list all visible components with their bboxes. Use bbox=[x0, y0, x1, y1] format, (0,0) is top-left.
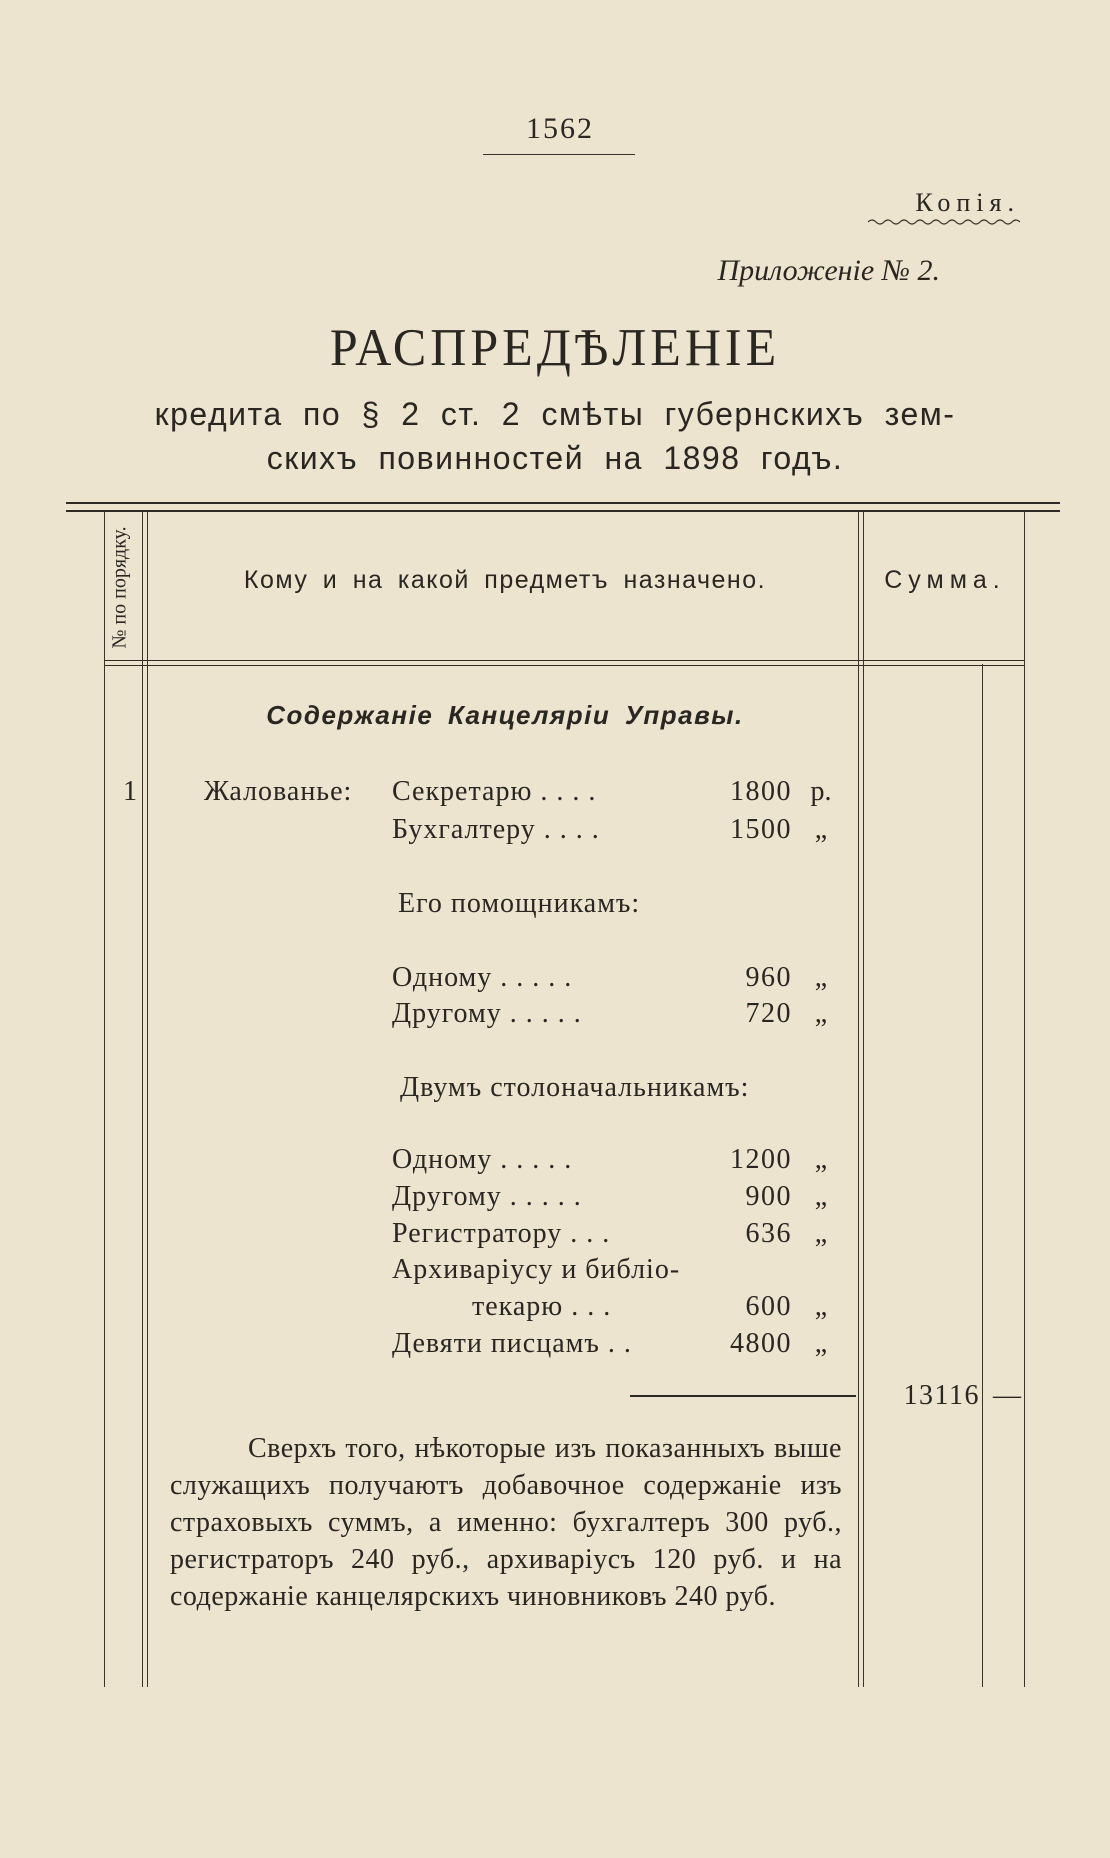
item-label: Бухгалтеру . . . . bbox=[392, 814, 600, 845]
item-amount: 720 bbox=[745, 998, 792, 1029]
table-header-rule bbox=[104, 660, 1024, 666]
table-top-rule bbox=[66, 502, 1060, 512]
item-unit: „ bbox=[814, 814, 828, 845]
subtotal-rule bbox=[630, 1395, 856, 1397]
column-header-sum: Сумма. bbox=[884, 566, 1006, 594]
column-divider-number bbox=[142, 512, 148, 1687]
table-left-border bbox=[104, 512, 105, 1687]
copy-wave-underline bbox=[868, 218, 1020, 226]
document-title: РАСПРЕДѢЛЕНІЕ bbox=[329, 317, 781, 377]
item-amount: 1500 bbox=[730, 814, 792, 845]
document-subtitle bbox=[80, 392, 1030, 480]
item-amount: 960 bbox=[745, 962, 792, 993]
subtitle-line-2: скихъ повинностей на 1898 годъ. bbox=[266, 440, 844, 476]
assistants-heading: Его помощникамъ: bbox=[398, 888, 641, 919]
column-header-description: Кому и на какой предметъ назначено. bbox=[243, 566, 767, 594]
section-title: Содержаніе Канцеляріи Управы. bbox=[266, 700, 744, 730]
copy-label: Копія. bbox=[915, 188, 1020, 217]
page-number: 1562 bbox=[526, 112, 594, 145]
item-label: Регистратору . . . bbox=[392, 1218, 611, 1249]
item-unit: „ bbox=[814, 998, 828, 1029]
item-amount: 4800 bbox=[730, 1328, 792, 1359]
row-number: 1 bbox=[123, 776, 137, 807]
item-label: Одному . . . . . bbox=[392, 1144, 573, 1175]
item-label: Одному . . . . . bbox=[392, 962, 573, 993]
table-right-border bbox=[1024, 512, 1025, 1687]
clerks-heading: Двумъ столоначальникамъ: bbox=[400, 1072, 750, 1103]
item-unit: „ bbox=[814, 962, 828, 993]
item-label: Секретарю . . . . bbox=[392, 776, 597, 807]
item-unit: „ bbox=[814, 1218, 828, 1249]
item-amount: 1200 bbox=[730, 1144, 792, 1175]
total-amount: 13116 bbox=[903, 1380, 980, 1411]
item-unit: „ bbox=[814, 1181, 828, 1212]
appendix-label: Приложеніе № 2. bbox=[717, 254, 940, 287]
page-number-underline bbox=[483, 154, 635, 155]
item-label: Другому . . . . . bbox=[392, 998, 582, 1029]
item-unit: „ bbox=[814, 1291, 828, 1322]
total-kopecks: — bbox=[993, 1380, 1021, 1411]
salary-label: Жалованье: bbox=[204, 776, 353, 807]
item-amount: 900 bbox=[745, 1181, 792, 1212]
item-amount: 636 bbox=[745, 1218, 792, 1249]
column-divider-sum bbox=[858, 512, 864, 1687]
item-unit: р. bbox=[810, 776, 832, 807]
column-divider-kopecks bbox=[982, 664, 983, 1687]
note-text: Сверхъ того, нѣкоторые изъ показанныхъ выше служащихъ получаютъ добавочное содержаніе изъ страховыхъ суммъ, а именно: бухгалтеръ 300 руб., регистраторъ 240 руб., архиваріусъ 120 руб. и на содержаніе канцелярскихъ чиновниковъ 240 руб. bbox=[170, 1433, 842, 1612]
item-amount: 600 bbox=[745, 1291, 792, 1322]
item-unit: „ bbox=[814, 1328, 828, 1359]
column-header-number: № по порядку. bbox=[108, 525, 131, 649]
subtitle-line-1: кредита по § 2 ст. 2 смѣты губернскихъ зем- bbox=[154, 396, 956, 432]
item-label: Другому . . . . . bbox=[392, 1181, 582, 1212]
additional-note bbox=[170, 1430, 842, 1615]
item-amount: 1800 bbox=[730, 776, 792, 807]
archivist-label-line1: Архиваріусу и библіо- bbox=[392, 1254, 681, 1285]
item-label: Девяти писцамъ . . bbox=[392, 1328, 632, 1359]
archivist-label-line2: текарю . . . bbox=[472, 1291, 612, 1322]
item-unit: „ bbox=[814, 1144, 828, 1175]
